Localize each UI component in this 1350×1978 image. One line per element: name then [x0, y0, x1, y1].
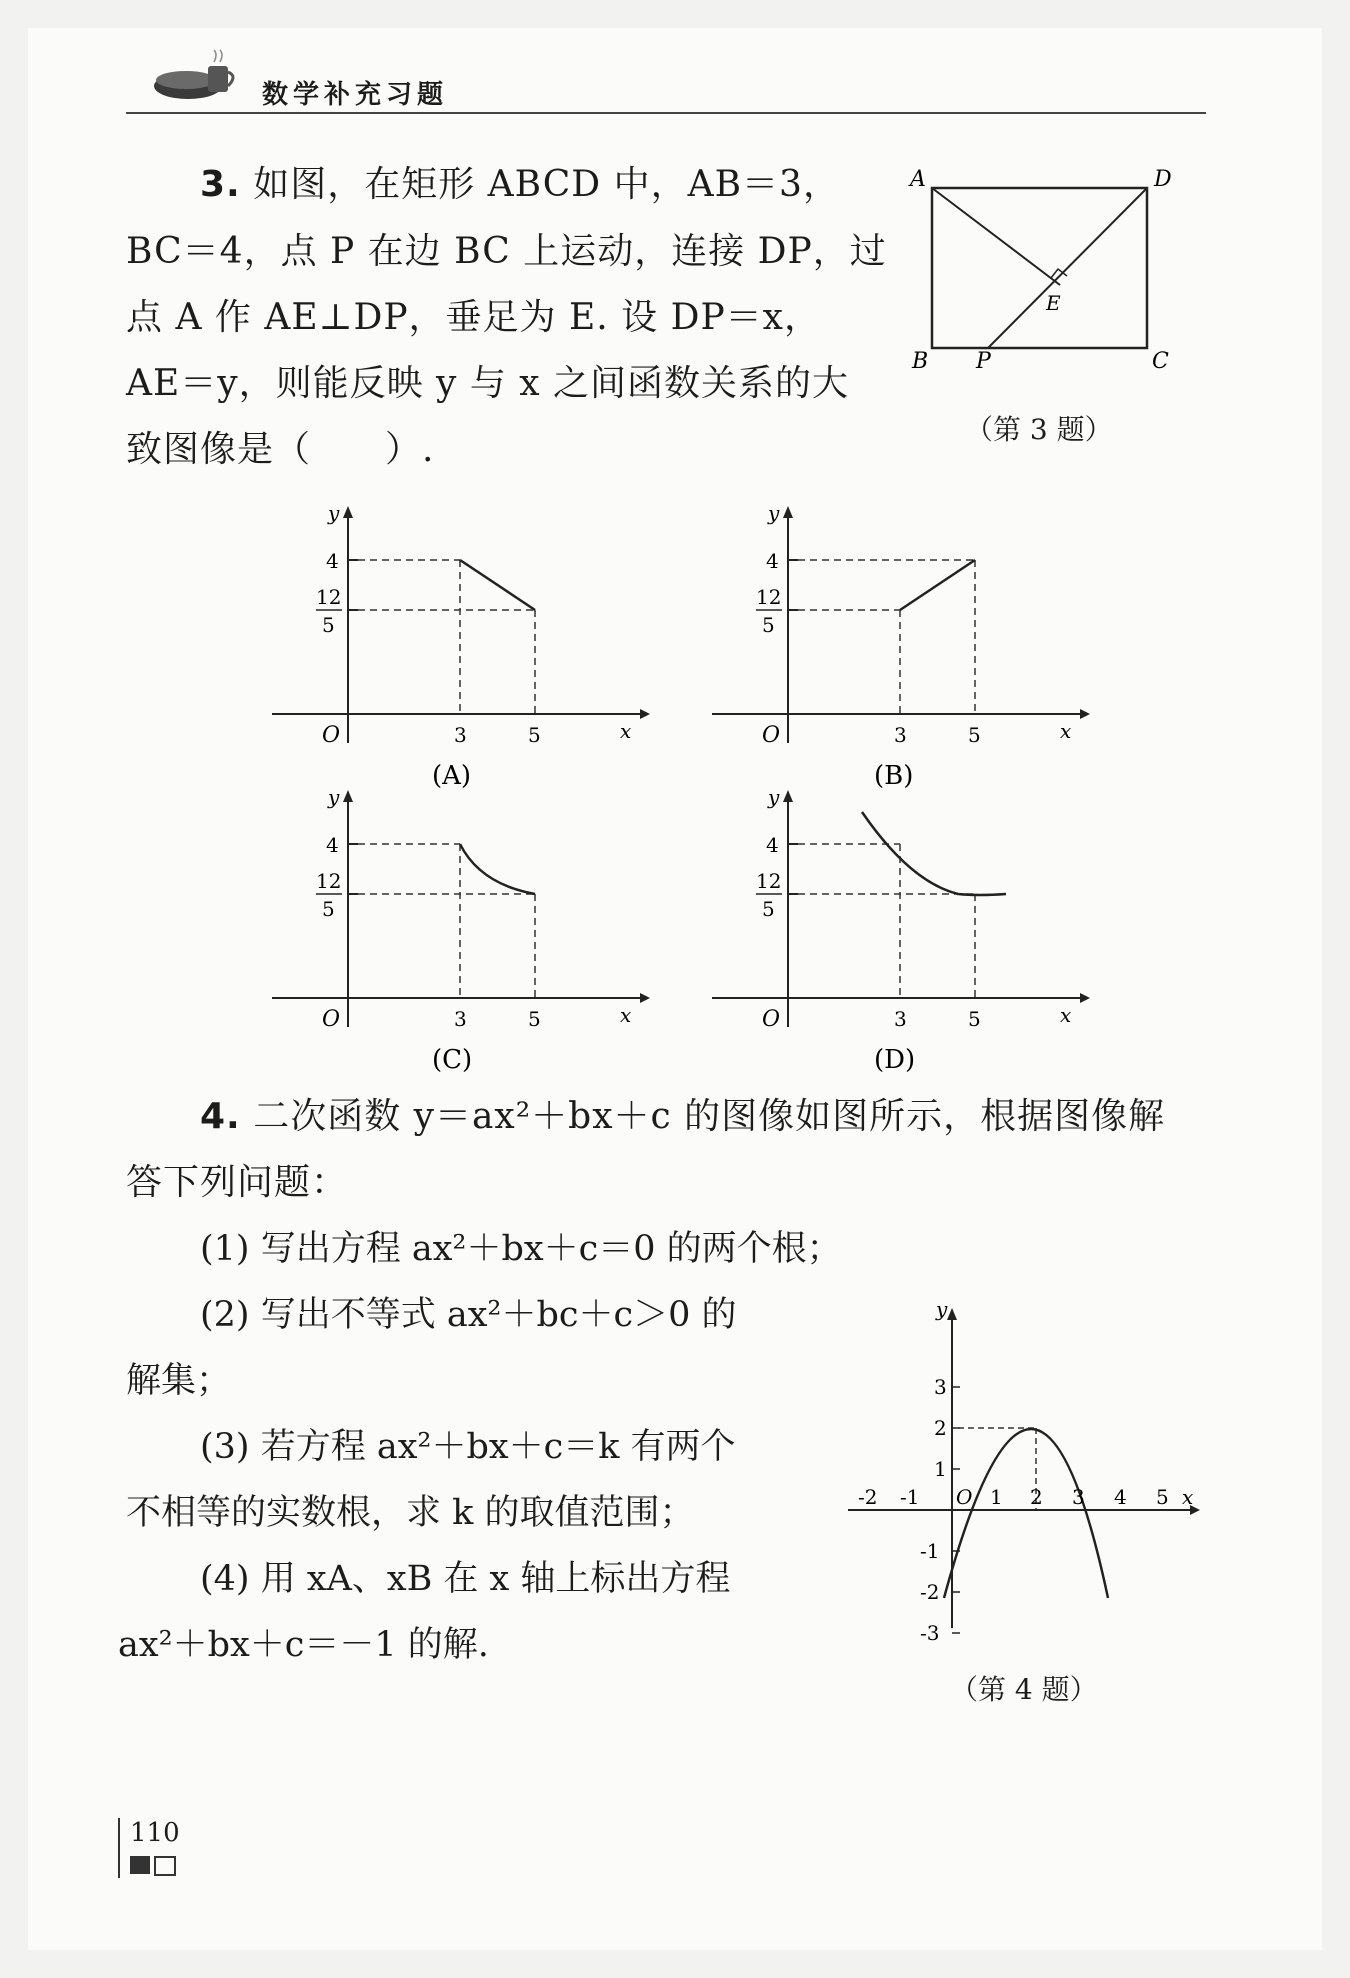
- svg-text:3: 3: [454, 1007, 467, 1031]
- problem4-sub-4-cont: ax²＋bx＋c＝－1 的解.: [118, 1625, 489, 1665]
- option-c-label: (C): [432, 1045, 473, 1075]
- svg-text:y: y: [768, 785, 780, 809]
- svg-text:O: O: [322, 1007, 341, 1032]
- problem4-sub-3: (3) 若方程 ax²＋bx＋c＝k 有两个: [200, 1427, 736, 1467]
- svg-text:4: 4: [1114, 1485, 1127, 1509]
- svg-text:-3: -3: [920, 1621, 940, 1645]
- svg-text:4: 4: [766, 549, 779, 573]
- parabola-curve: [944, 1429, 1108, 1598]
- svg-text:y: y: [936, 1297, 948, 1321]
- svg-text:-2: -2: [920, 1580, 940, 1604]
- problem3-line-4: AE＝y，则能反映 y 与 x 之间函数关系的大: [126, 363, 850, 404]
- svg-text:2: 2: [934, 1416, 947, 1440]
- svg-text:2: 2: [1030, 1485, 1043, 1509]
- problem4-sub-3-cont: 不相等的实数根，求 k 的取值范围；: [126, 1493, 695, 1533]
- svg-text:5: 5: [528, 1007, 541, 1031]
- header-rule: [126, 112, 1206, 114]
- svg-text:y: y: [328, 785, 340, 809]
- svg-text:5: 5: [528, 723, 541, 747]
- svg-text:5: 5: [968, 723, 981, 747]
- svg-text:4: 4: [766, 833, 779, 857]
- graph-b-line: [900, 560, 975, 610]
- problem3-line-1: 3. 如图，在矩形 ABCD 中，AB＝3，: [200, 164, 840, 205]
- svg-text:5: 5: [762, 897, 775, 921]
- svg-text:O: O: [956, 1485, 973, 1509]
- problem3-line-5: 致图像是（ ）.: [126, 429, 435, 470]
- label-P: P: [976, 349, 991, 374]
- option-a-label: (A): [432, 761, 472, 791]
- option-graph-b: [710, 498, 1090, 798]
- rectangle-figure: [900, 160, 1190, 380]
- svg-text:3: 3: [454, 723, 467, 747]
- header-title: 数学补充习题: [262, 80, 449, 110]
- svg-text:3: 3: [1072, 1485, 1085, 1509]
- svg-text:1: 1: [990, 1485, 1003, 1509]
- svg-text:5: 5: [1156, 1485, 1169, 1509]
- label-D: D: [1154, 167, 1172, 192]
- empty-square-icon: [154, 1856, 176, 1876]
- svg-text:3: 3: [894, 723, 907, 747]
- svg-text:x: x: [620, 719, 632, 743]
- svg-text:4: 4: [326, 549, 339, 573]
- option-graph-c: [270, 782, 650, 1082]
- svg-text:O: O: [322, 723, 341, 748]
- svg-text:5: 5: [322, 897, 335, 921]
- svg-text:x: x: [620, 1003, 632, 1027]
- svg-text:12: 12: [316, 585, 342, 609]
- svg-text:5: 5: [968, 1007, 981, 1031]
- svg-text:12: 12: [756, 869, 782, 893]
- option-d-label: (D): [874, 1045, 916, 1075]
- books-cup-icon: [150, 48, 240, 108]
- parabola-figure: [840, 1290, 1210, 1650]
- graph-a-line: [460, 560, 535, 610]
- svg-text:12: 12: [756, 585, 782, 609]
- problem3-line-2: BC＝4，点 P 在边 BC 上运动，连接 DP，过: [126, 231, 887, 272]
- option-graph-d: [710, 782, 1090, 1082]
- svg-text:-2: -2: [858, 1485, 878, 1509]
- svg-text:x: x: [1060, 1003, 1072, 1027]
- label-E: E: [1046, 291, 1061, 315]
- label-A: A: [910, 167, 926, 192]
- svg-text:-1: -1: [920, 1539, 940, 1563]
- svg-text:3: 3: [894, 1007, 907, 1031]
- svg-text:-1: -1: [900, 1485, 920, 1509]
- problem3-number: 3.: [200, 164, 241, 205]
- svg-text:x: x: [1060, 719, 1072, 743]
- figure4-caption: （第 4 题）: [950, 1673, 1098, 1706]
- label-B: B: [912, 349, 929, 374]
- svg-text:y: y: [328, 501, 340, 525]
- option-b-label: (B): [874, 761, 914, 791]
- svg-text:4: 4: [326, 833, 339, 857]
- svg-text:1: 1: [934, 1457, 947, 1481]
- problem4-sub-1: (1) 写出方程 ax²＋bx＋c＝0 的两个根；: [200, 1229, 842, 1269]
- svg-text:5: 5: [322, 613, 335, 637]
- problem4-line-1: 4. 二次函数 y＝ax²＋bx＋c 的图像如图所示，根据图像解: [200, 1096, 1166, 1137]
- svg-text:5: 5: [762, 613, 775, 637]
- page-number: 110: [130, 1818, 180, 1848]
- problem4-number: 4.: [200, 1096, 241, 1137]
- svg-text:x: x: [1182, 1485, 1194, 1509]
- svg-text:O: O: [762, 723, 781, 748]
- label-C: C: [1152, 349, 1169, 374]
- svg-text:3: 3: [934, 1375, 947, 1399]
- svg-text:O: O: [762, 1007, 781, 1032]
- problem4-sub-4: (4) 用 xA、xB 在 x 轴上标出方程: [200, 1559, 731, 1599]
- svg-text:y: y: [768, 501, 780, 525]
- graph-d-curve: [862, 812, 1006, 895]
- problem4-line-2: 答下列问题：: [126, 1162, 349, 1203]
- filled-square-icon: [130, 1856, 150, 1874]
- graph-c-curve: [460, 844, 535, 894]
- problem4-sub-2: (2) 写出不等式 ax²＋bc＋c＞0 的: [200, 1295, 737, 1335]
- svg-text:12: 12: [316, 869, 342, 893]
- option-graph-a: [270, 498, 650, 798]
- footer-rule: [118, 1818, 120, 1878]
- figure3-caption: （第 3 题）: [965, 413, 1113, 446]
- problem3-line-3: 点 A 作 AE⊥DP，垂足为 E. 设 DP＝x，: [126, 297, 821, 338]
- problem4-sub-2-cont: 解集；: [126, 1361, 232, 1401]
